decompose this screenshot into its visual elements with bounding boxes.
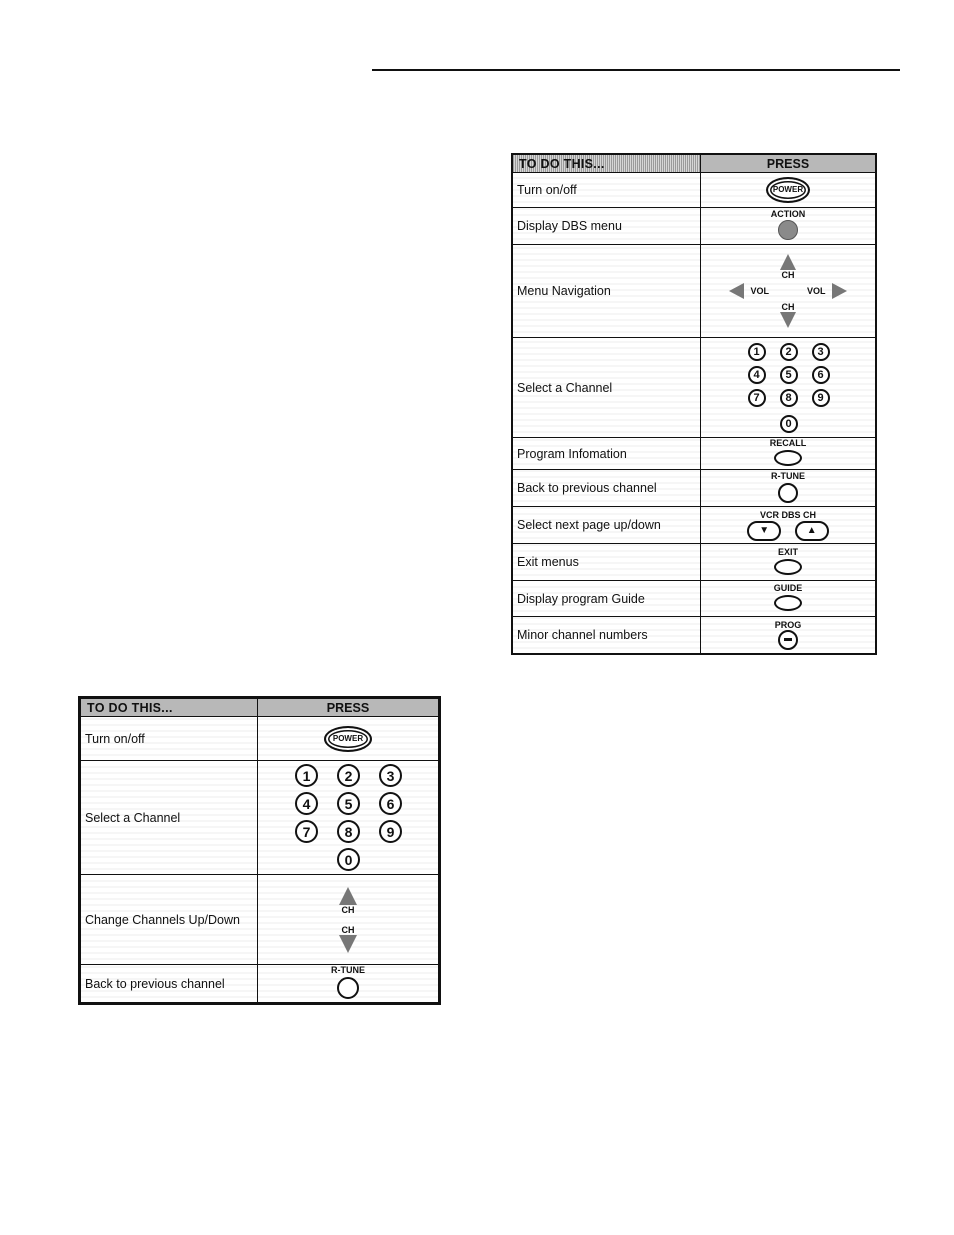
action-button-icon (778, 220, 798, 240)
number-8-icon: 8 (337, 820, 360, 843)
number-6-icon: 6 (812, 366, 830, 384)
table-header-row (512, 154, 876, 173)
table-row (512, 507, 876, 544)
page-buttons-cell (701, 507, 877, 544)
row-label: Turn on/off (80, 717, 258, 761)
number-6-icon: 6 (379, 792, 402, 815)
table-row (512, 617, 876, 654)
page-down-button-icon: ▼ (747, 521, 781, 541)
vol-row (701, 283, 875, 299)
prog-button-cell (701, 617, 877, 654)
guide-button-cell (701, 581, 877, 617)
number-3-icon: 3 (812, 343, 830, 361)
rtune-caption: R-TUNE (771, 470, 805, 481)
row-label: Menu Navigation (512, 245, 701, 338)
prog-caption: PROG (774, 619, 802, 630)
ch-up-arrow-icon (780, 254, 796, 270)
number-1-icon: 1 (748, 343, 766, 361)
rtune-button-cell (258, 965, 440, 1004)
table-row (512, 173, 876, 208)
ch-down-arrow-icon (780, 312, 796, 328)
row-label: Back to previous channel (80, 965, 258, 1004)
vol-right-arrow-icon (832, 283, 847, 299)
table-row (80, 875, 440, 965)
table-row (512, 544, 876, 581)
number-5-icon: 5 (337, 792, 360, 815)
number-pad-cell (701, 338, 877, 438)
row-label: Turn on/off (512, 173, 701, 208)
rtune-button-cell (701, 470, 877, 507)
number-0-icon: 0 (337, 848, 360, 871)
navigation-cell (701, 245, 877, 338)
ch-caption: CH (341, 904, 355, 915)
table-header-row (80, 698, 440, 717)
number-pad-cell (258, 761, 440, 875)
page-up-button-icon: ▲ (795, 521, 829, 541)
action-button-caption: ACTION (770, 209, 806, 219)
number-9-icon: 9 (812, 389, 830, 407)
prog-button-icon (778, 630, 798, 650)
ch-up-arrow-icon (339, 887, 357, 905)
number-pad (258, 764, 438, 871)
number-1-icon: 1 (295, 764, 318, 787)
recall-button-cell (701, 438, 877, 470)
vcr-dbs-ch-caption: VCR DBS CH (759, 509, 816, 520)
ch-caption: CH (341, 924, 355, 935)
header-press: PRESS (258, 698, 440, 717)
row-label: Minor channel numbers (512, 617, 701, 654)
number-9-icon: 9 (379, 820, 402, 843)
power-button-cell (701, 173, 877, 208)
table-row (512, 208, 876, 245)
row-label: Select a Channel (512, 338, 701, 438)
number-4-icon: 4 (295, 792, 318, 815)
row-label: Display DBS menu (512, 208, 701, 245)
number-4-icon: 4 (748, 366, 766, 384)
row-label: Select next page up/down (512, 507, 701, 544)
table-row (80, 717, 440, 761)
power-button-icon: POWER (324, 726, 372, 752)
number-2-icon: 2 (337, 764, 360, 787)
table-row (512, 245, 876, 338)
exit-button-cell (701, 544, 877, 581)
header-press: PRESS (701, 154, 877, 173)
number-8-icon: 8 (780, 389, 798, 407)
recall-button-icon (774, 450, 802, 466)
row-label: Back to previous channel (512, 470, 701, 507)
rtune-button-icon (337, 977, 359, 999)
row-label: Exit menus (512, 544, 701, 581)
header-to-do: TO DO THIS... (512, 154, 701, 173)
power-button-icon: POWER (766, 177, 810, 203)
guide-button-icon (774, 595, 802, 611)
action-button-cell (701, 208, 877, 245)
guide-caption: GUIDE (773, 583, 803, 593)
top-rule (372, 69, 900, 71)
dbs-reference-table (511, 153, 877, 655)
vol-left-arrow-icon (729, 283, 744, 299)
number-3-icon: 3 (379, 764, 402, 787)
number-7-icon: 7 (295, 820, 318, 843)
power-button-cell (258, 717, 440, 761)
vol-caption: VOL (806, 286, 826, 297)
table-row (80, 761, 440, 875)
number-0-icon: 0 (780, 415, 798, 433)
recall-caption: RECALL (769, 438, 807, 448)
table-row (512, 438, 876, 470)
row-label: Select a Channel (80, 761, 258, 875)
table-row (512, 338, 876, 438)
row-label: Display program Guide (512, 581, 701, 617)
exit-button-icon (774, 559, 802, 575)
row-label: Change Channels Up/Down (80, 875, 258, 965)
number-pad (701, 343, 875, 433)
exit-caption: EXIT (777, 546, 798, 557)
table-row (80, 965, 440, 1004)
channel-buttons-cell (258, 875, 440, 965)
table-row (512, 470, 876, 507)
tv-reference-table (78, 696, 441, 1005)
table-row (512, 581, 876, 617)
number-7-icon: 7 (748, 389, 766, 407)
ch-caption: CH (781, 302, 795, 312)
number-5-icon: 5 (780, 366, 798, 384)
number-2-icon: 2 (780, 343, 798, 361)
rtune-button-icon (778, 483, 798, 503)
vol-caption: VOL (750, 286, 770, 297)
header-to-do: TO DO THIS... (80, 698, 258, 717)
row-label: Program Infomation (512, 438, 701, 470)
ch-down-arrow-icon (339, 935, 357, 953)
ch-caption: CH (781, 270, 795, 280)
rtune-caption: R-TUNE (331, 965, 365, 975)
